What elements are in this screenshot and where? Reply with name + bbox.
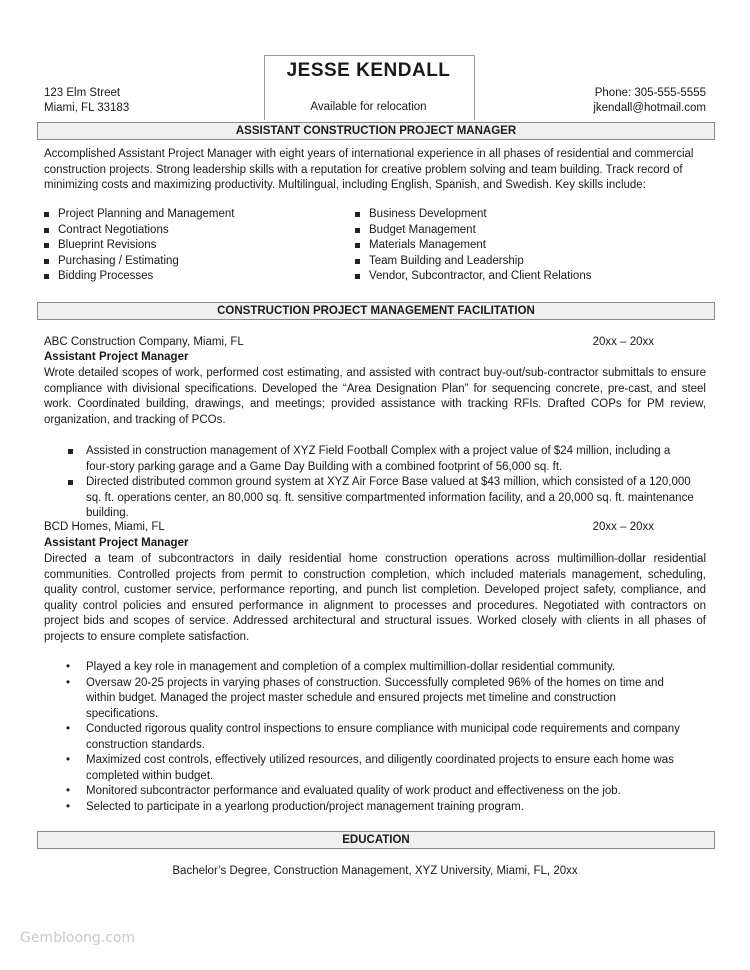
address-line1: 123 Elm Street [44,87,121,99]
list-item: Vendor, Subcontractor, and Client Relations [355,269,591,285]
job1-bullets [66,444,696,522]
bullet-square-icon [44,228,49,233]
list-item: Blueprint Revisions [44,238,234,254]
bullet-square-icon [355,274,360,279]
bullet-square-icon [44,259,49,264]
bullet-dot-icon: • [66,723,71,735]
summary-paragraph: Accomplished Assistant Project Manager with eight years of international experience in all phases of residential and commercial construction projects. Strong leadership skills with a reputation for creative problem solving and team building. Track record of minimizing costs and maximizing productivity. Multilingual, including English, Spanish, and Swedish. Key skills include: [44,148,694,191]
bullet-dot-icon: • [66,676,71,689]
bullet-square-icon [68,449,73,454]
bullet-square-icon [355,212,360,217]
bullet-square-icon [355,243,360,248]
objective-title: ASSISTANT CONSTRUCTION PROJECT MANAGER [37,122,715,140]
list-item: Bidding Processes [44,269,234,285]
contact-block [593,86,706,116]
candidate-name: JESSE KENDALL [286,60,451,81]
relocation-note: Available for relocation [310,101,427,113]
job2-description: Directed a team of subcontractors in daily residential home construction operations across multimillion-dollar residential communities. Controlled projects from permit to construction completion, which included materials management, scheduling, quality control, customer service, performance reporting, and punch list completion. Developed project safety, compliance, and quality control policies and ensured performance in alignment to processes and procedures. Negotiated with contractors on project bids and scopes of service. Addressed architectural and structural issues. Worked closely with clients in all phases of projects to ensure complete satisfaction. [44,553,706,643]
list-item: • Conducted rigorous quality control inspections to ensure compliance with municipal code requirements and company construction standards. [66,723,680,751]
job1-company: ABC Construction Company, Miami, FL [44,336,244,348]
job2-bullets [66,660,686,815]
experience-section-title: CONSTRUCTION PROJECT MANAGEMENT FACILITATION [37,302,715,320]
skills-right-list [355,207,591,285]
bullet-square-icon [68,480,73,485]
education-section-title: EDUCATION [37,831,715,849]
job2-title: Assistant Project Manager [44,537,189,549]
address-block [44,86,129,116]
skills-left-list [44,207,234,285]
bullet-square-icon [44,274,49,279]
job1-title: Assistant Project Manager [44,351,189,363]
list-item: Project Planning and Management [44,207,234,223]
list-item: Directed distributed common ground system at XYZ Air Force Base valued at $43 million, which consisted of a 120,000 sq. ft. operations center, an 80,000 sq. ft. sensitive compartmented information facility, and a 20,000 sq. ft. maintenance building. [66,475,696,522]
bullet-square-icon [355,228,360,233]
bullet-dot-icon: • [66,754,71,766]
list-item: • Maximized cost controls, effectively utilized resources, and diligently coordinated projects to ensure each home was completed within budget. [66,754,674,782]
bullet-dot-icon: • [66,661,71,673]
bullet-square-icon [355,259,360,264]
address-line2: Miami, FL 33183 [44,102,130,114]
list-item: Purchasing / Estimating [44,254,234,270]
list-item: Business Development [355,207,591,223]
job2-company: BCD Homes, Miami, FL [44,521,165,533]
list-item: Contract Negotiations [44,223,234,239]
list-item: • Played a key role in management and completion of a complex multimillion-dollar residential community. [66,660,686,676]
list-item: • Monitored subcontractor performance and evaluated quality of work product and effectiveness on the job. [66,784,686,800]
list-item: • Oversaw 20-25 projects in varying phases of construction. Successfully completed 96% of the homes on time and within budget. Managed the project master schedule and ensured projects met timeline and construction specifications. [66,676,664,720]
list-item: Team Building and Leadership [355,254,591,270]
job1-dates: 20xx – 20xx [592,336,654,348]
bullet-square-icon [44,212,49,217]
list-item: • Selected to participate in a yearlong production/project management training program. [66,800,686,816]
job2-dates: 20xx – 20xx [592,521,654,533]
bullet-dot-icon: • [66,800,71,813]
education-entry: Bachelor’s Degree, Construction Management, XYZ University, Miami, FL, 20xx [172,865,578,877]
list-item: Materials Management [355,238,591,254]
watermark-text: Gembloong.com [20,930,136,946]
bullet-square-icon [44,243,49,248]
list-item: Budget Management [355,223,591,239]
job1-description: Wrote detailed scopes of work, performed cost estimating, and assisted with contract buy-out/sub-contractor submittals to ensure compliance with divisional specifications. Developed the “Area Designation Plan” for sequencing concrete, pre-cast, and steel work. Coordinated building, drawings, and meetings; provided assistance with tracking RFIs. Drafted COPs for PM review, organization, and tracking of PCOs. [44,367,706,426]
email[interactable]: jkendall@hotmail.com [593,102,706,114]
phone: Phone: 305-555-5555 [594,87,706,99]
list-item: Assisted in construction management of XYZ Field Football Complex with a project value of $24 million, including a four-story parking garage and a Game Day Building with a combined footprint of 56,000 sq. ft. [66,444,696,475]
bullet-dot-icon: • [66,785,71,797]
